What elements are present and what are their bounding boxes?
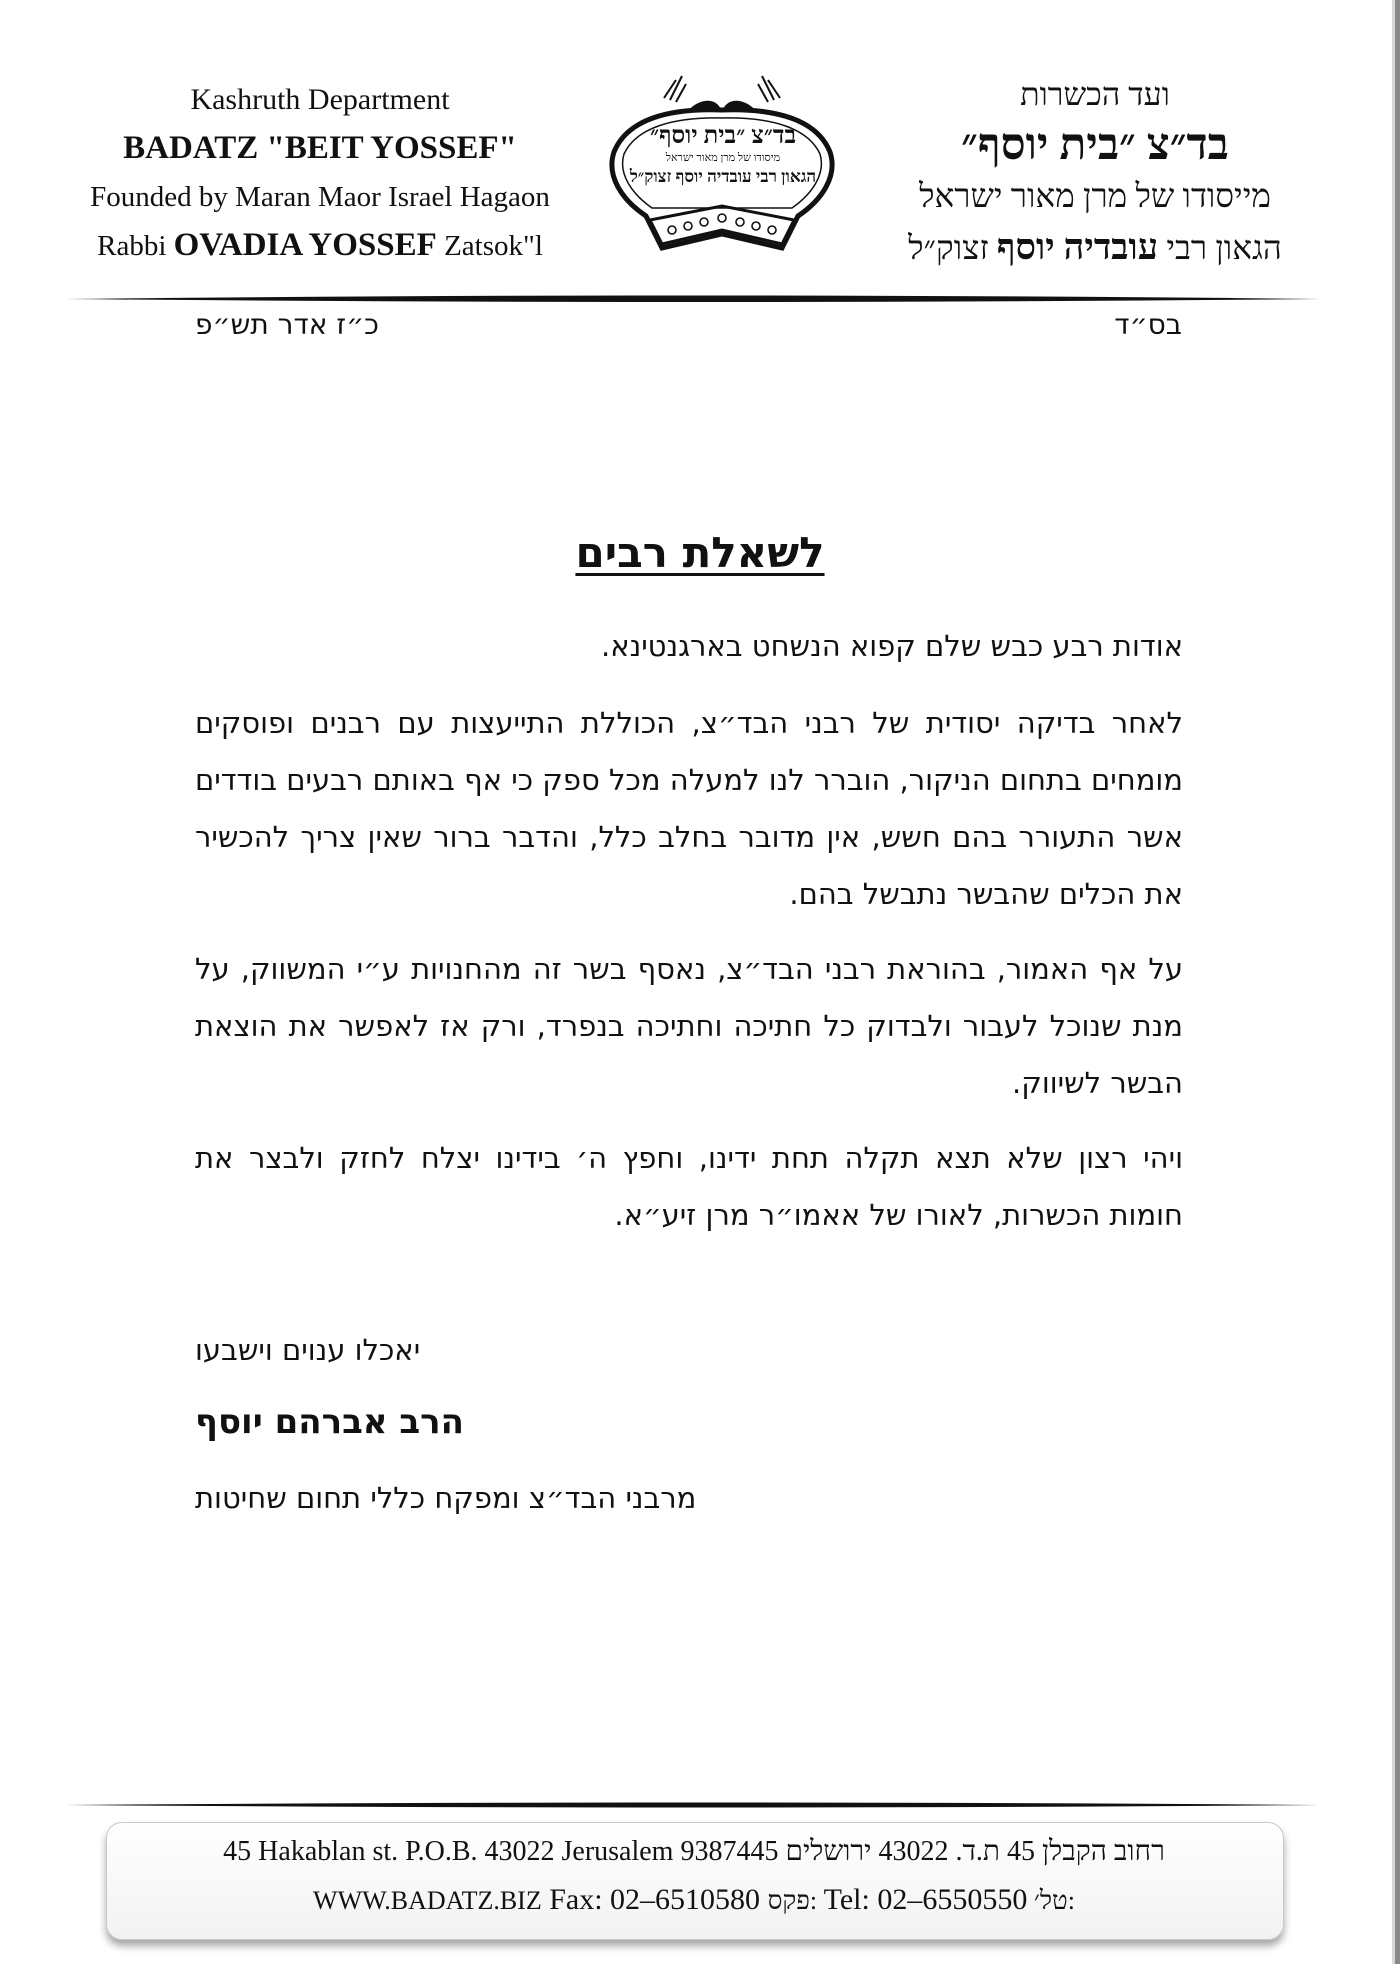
header-en-rabbi-name: OVADIA YOSSEF xyxy=(173,227,437,263)
header-he-founded: מייסודו של מרן מאור ישראל xyxy=(919,179,1271,215)
header-he-rabbi-suffix: זצוק״ל xyxy=(908,231,997,267)
header-he-department: ועד הכשרות xyxy=(1020,76,1170,112)
footer-divider xyxy=(66,1800,1320,1810)
closing-blessing: יאכלו ענוים וישבעו xyxy=(195,1333,421,1367)
body-paragraph: על אף האמור, בהוראת רבני הבד״צ, נאסף בשר זה מהחנויות ע״י המשווק, על מנת שנוכל לעבור ולבדוק כל חתיכה וחתיכה בנפרד, ורק אז לאפשר את הוצאת הבשר לשיווק. xyxy=(195,952,1183,1100)
logo-rabbi: הגאון רבי עובדיה יוסף זצוק״ל xyxy=(629,167,817,186)
body-paragraph: ויהי רצון שלא תצא תקלה תחת ידינו, וחפץ ה׳ בידינו יצלח לחזק ולבצר את חומות הכשרות, לאורו של אאמו״ר מרן זיע״א. xyxy=(195,1141,1183,1232)
body-paragraph: לאחר בדיקה יסודית של רבני הבד״צ, הכוללת התייעצות עם רבנים ופוסקים מומחים בתחום הניקור, הוברר לנו למעלה מכל ספק כי אף באותם רבעים בודדים אשר התעורר בהם חשש, אין מדובר בחלב כלל, והדבר ברור שאין צריך להכשיר את הכלים שהבשר נתבשל בהם. xyxy=(195,706,1183,911)
header-en-founded: Founded by Maran Maor Israel Hagaon xyxy=(90,181,550,213)
footer-fax-he: פקס: xyxy=(767,1886,824,1915)
hebrew-date: כ״ז אדר תש״פ xyxy=(195,308,379,341)
document-title: לשאלת רבים xyxy=(575,528,825,577)
logo-text xyxy=(612,122,834,188)
page-edge xyxy=(1395,0,1400,1964)
besiyata-dishmaya: בס״ד xyxy=(1114,308,1182,341)
signature-block xyxy=(195,1330,1183,1518)
header-hebrew xyxy=(860,70,1330,274)
footer-address: 45 Hakablan st. P.O.B. 43022 Jerusalem 9387445 רחוב הקבלן 45 ת.ד. 43022 ירושלים xyxy=(223,1836,1165,1867)
body-paragraph-intro: אודות רבע כבש שלם קפוא הנשחט בארגנטינא. xyxy=(600,629,1183,663)
footer-website: WWW.BADATZ.BIZ xyxy=(313,1886,542,1915)
header-he-org-name: בד״צ ״בית יוסף״ xyxy=(961,120,1229,169)
header-en-rabbi xyxy=(70,220,570,271)
header-en-rabbi-prefix: Rabbi xyxy=(97,230,174,262)
header-he-rabbi-prefix: הגאון רבי xyxy=(1158,231,1282,267)
header-english xyxy=(70,78,570,271)
footer-contact xyxy=(106,1880,1282,1921)
footer-tel-he: טל׳: xyxy=(1027,1886,1075,1915)
logo-org-name: בד״צ ״בית יוסף״ xyxy=(649,123,797,149)
signature-role: מרבני הבד״צ ומפקח כללי תחום שחיטות xyxy=(195,1481,697,1515)
logo-founded: מיסודו של מרן מאור ישראל xyxy=(665,152,781,164)
header-divider xyxy=(66,292,1320,306)
header-en-department: Kashruth Department xyxy=(190,83,450,116)
document-body xyxy=(195,618,1183,1262)
signature-name: הרב אברהם יוסף xyxy=(195,1402,464,1442)
footer-fax: Fax: 02–6510580 xyxy=(541,1883,768,1916)
header-he-rabbi xyxy=(860,222,1330,274)
header-en-rabbi-suffix: Zatsok"l xyxy=(436,230,543,262)
header-en-org-name: BADATZ "BEIT YOSSEF" xyxy=(123,130,517,166)
header-he-rabbi-name: עובדיה יוסף xyxy=(996,227,1159,267)
footer-tel: Tel: 02–6550550 xyxy=(823,1883,1028,1916)
